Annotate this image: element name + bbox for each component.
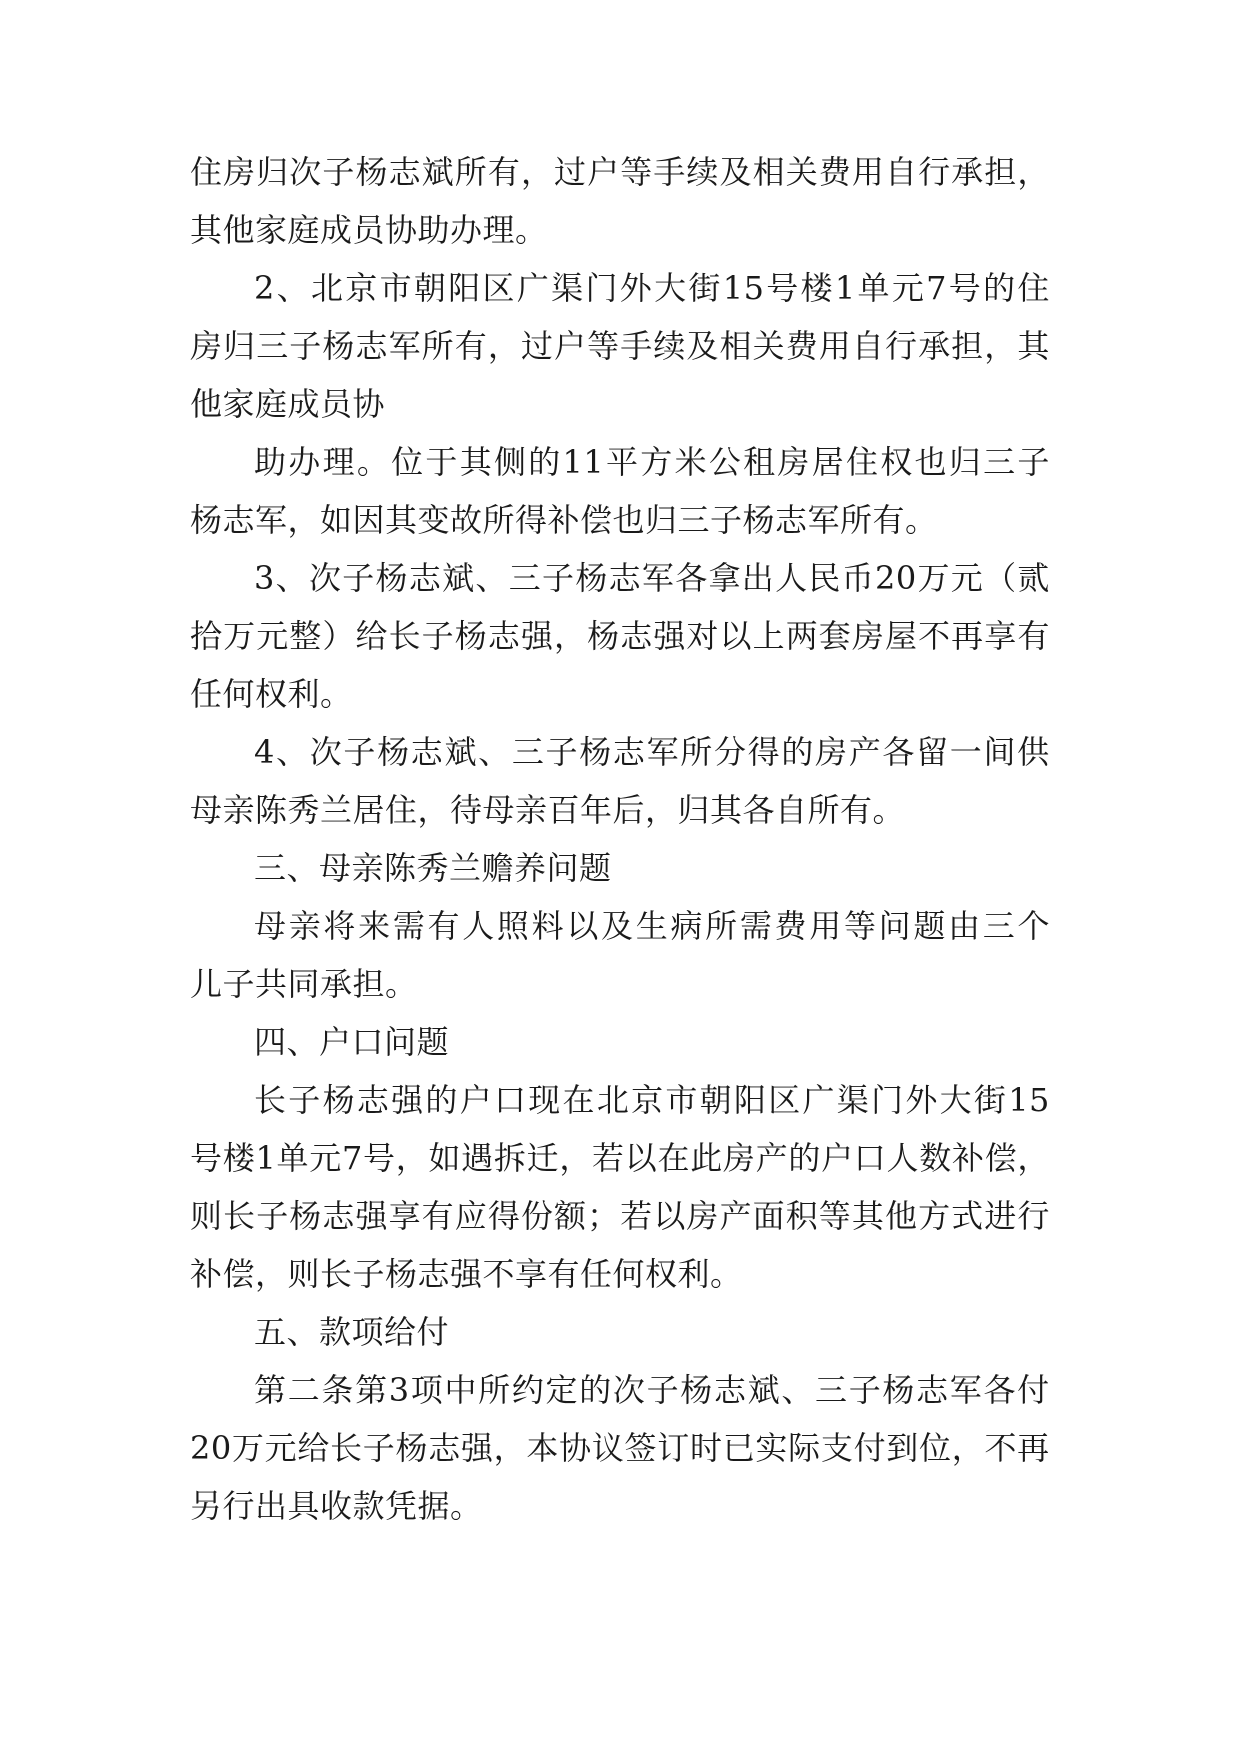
text-line: 补偿，则长子杨志强不享有任何权利。 bbox=[190, 1255, 743, 1293]
text-line: 任何权利。 bbox=[190, 675, 353, 713]
text-line: 第 二 条 第 3 项 中 所 约 定 的 次 子 杨 志 斌 、 三 子 杨 志 军 各 付 bbox=[254, 1371, 1050, 1409]
text-line: 住 房 归 次 子 杨 志 斌 所 有 ， 过 户 等 手 续 及 相 关 费 用 自 行 承 担 ， bbox=[190, 153, 1050, 191]
text-line: 长 子 杨 志 强 的 户 口 现 在 北 京 市 朝 阳 区 广 渠 门 外 大 街 15 bbox=[254, 1081, 1050, 1119]
text-line: 助 办 理 。 位 于 其 侧 的 11 平 方 米 公 租 房 居 住 权 也 归 三 子 bbox=[254, 443, 1050, 481]
text-line: 房 归 三 子 杨 志 军 所 有 ， 过 户 等 手 续 及 相 关 费 用 自 行 承 担 ， 其 bbox=[190, 327, 1050, 365]
section-heading: 四、户口问题 bbox=[254, 1023, 450, 1061]
text-line: 其他家庭成员协助办理。 bbox=[190, 211, 548, 249]
text-line: 杨志军，如因其变故所得补偿也归三子杨志军所有。 bbox=[190, 501, 938, 539]
text-line: 拾 万 元 整 ） 给 长 子 杨 志 强 ， 杨 志 强 对 以 上 两 套 房 屋 不 再 享 有 bbox=[190, 617, 1050, 655]
text-line: 另行出具收款凭据。 bbox=[190, 1487, 483, 1525]
text-line: 号 楼 1 单 元 7 号 ， 如 遇 拆 迁 ， 若 以 在 此 房 产 的 户 口 人 数 补 偿 ， bbox=[190, 1139, 1050, 1177]
text-line: 母亲陈秀兰居住，待母亲百年后，归其各自所有。 bbox=[190, 791, 906, 829]
text-line: 儿子共同承担。 bbox=[190, 965, 418, 1003]
text-line: 20 万 元 给 长 子 杨 志 强 ， 本 协 议 签 订 时 已 实 际 支 付 到 位 ， 不 再 bbox=[190, 1429, 1050, 1467]
text-line: 他家庭成员协 bbox=[190, 385, 386, 423]
text-line: 2 、 北 京 市 朝 阳 区 广 渠 门 外 大 街 15 号 楼 1 单 元 7 号 的 住 bbox=[254, 269, 1050, 307]
text-line: 4 、 次 子 杨 志 斌 、 三 子 杨 志 军 所 分 得 的 房 产 各 留 一 间 供 bbox=[254, 733, 1050, 771]
section-heading: 五、款项给付 bbox=[254, 1313, 450, 1351]
section-heading: 三、母亲陈秀兰赡养问题 bbox=[254, 849, 612, 887]
text-line: 母 亲 将 来 需 有 人 照 料 以 及 生 病 所 需 费 用 等 问 题 由 三 个 bbox=[254, 907, 1050, 945]
text-line: 则 长 子 杨 志 强 享 有 应 得 份 额 ； 若 以 房 产 面 积 等 其 他 方 式 进 行 bbox=[190, 1197, 1050, 1235]
text-line: 3 、 次 子 杨 志 斌 、 三 子 杨 志 军 各 拿 出 人 民 币 20 万 元 （ 贰 bbox=[254, 559, 1050, 597]
